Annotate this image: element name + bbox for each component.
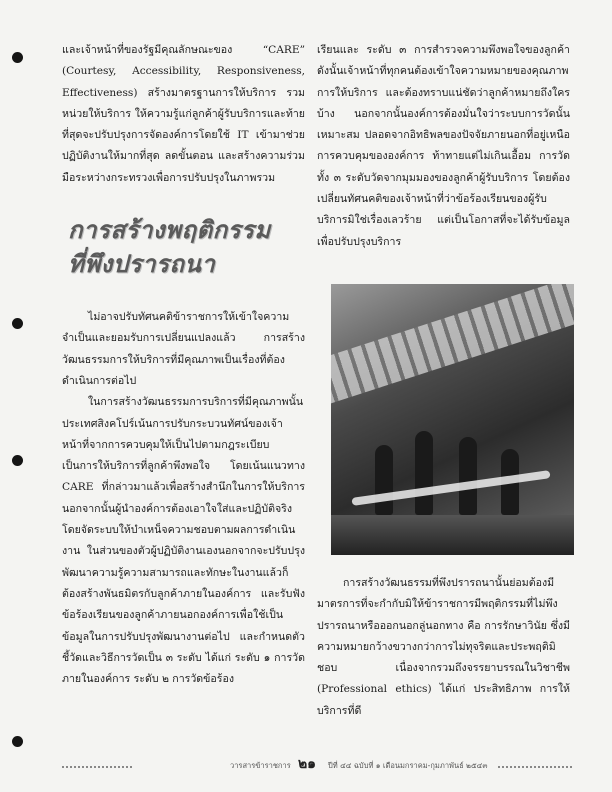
performance-photo [331,284,574,555]
binding-hole [12,455,23,466]
dancer-figure [375,445,393,515]
section-heading [68,213,305,281]
footer-journal-title: วารสารข้าราชการ [230,761,291,770]
left-paragraph-3: ในการสร้างวัฒนธรรมการบริการที่มีคุณภาพนั้น ประเทศสิงคโปร์เน้นการปรับกระบวนทัศน์ของเจ้าหน้าที่จากการควบคุมให้เป็นไปตามกฎระเบียบ เป็นการให้บริการที่ลูกค้าพึงพอใจ โดยเน้นแนวทาง CARE ที่กล่าวมาแล้วเพื่อสร้างสำนึกในการให้บริการ นอกจากนั้นผู้นำองค์การต้องเอาใจใส่และปฏิบัติจริงโดยจัดระบบให้บำเหน็จความชอบตามผลการดำเนินงาน ในส่วนของตัวผู้ปฏิบัติงานเองนอกจากจะปรับปรุงพัฒนาความรู้ความสามารถและทักษะในงานแล้วก็ต้องสร้างพันธมิตรกับลูกค้าภายในองค์การ และรับฟังข้อร้องเรียนของลูกค้าภายนอกองค์การเพื่อใช้เป็นข้อมูลในการปรับปรุงพัฒนางานต่อไป และกำหนดตัวชี้วัดและวิธีการวัดเป็น ๓ ระดับ ได้แก่ ระดับ ๑ การวัดภายในองค์การ ระดับ ๒ การวัดข้อร้อง [62,396,305,686]
dancer-figure [459,437,477,515]
right-column-lower [317,573,570,722]
film-strip-backdrop [331,284,574,405]
footer-rule-right [498,766,572,768]
stage-floor [331,515,574,555]
binding-hole [12,52,23,63]
footer-issue: ปีที่ ๔๔ ฉบับที่ ๑ เดือนมกราคม-กุมภาพันธ์ ๒๕๔๓ [328,761,488,770]
dancer-figure [415,431,433,515]
footer-rule-left [62,766,132,768]
section-heading-line-2: ที่พึงปรารถนา [68,250,216,279]
right-paragraph-1: เรียนและ ระดับ ๓ การสำรวจความพึงพอใจของลูกค้า ดังนั้นเจ้าหน้าที่ทุกคนต้องเข้าใจความหมายของคุณภาพการให้บริการ และต้องทราบแน่ชัดว่าลูกค้าหมายถึงใครบ้าง นอกจากนั้นองค์การต้องมั่นใจว่าระบบการวัดนั้นเหมาะสม ปลอดจากอิทธิพลของปัจจัยภายนอกที่อยู่เหนือการควบคุมขององค์การ ท้าทายแต่ไม่เกินเอื้อม การวัดทั้ง ๓ ระดับวัดจากมุมมองของลูกค้าผู้รับบริการ โดยต้องเปลี่ยนทัศนคติของเจ้าหน้าที่ว่าข้อร้องเรียนของผู้รับบริการมิใช่เรื่องเลวร้าย แต่เป็นโอกาสที่จะได้รับข้อมูลเพื่อปรับปรุงบริการ [317,44,570,248]
binding-hole [12,736,23,747]
binding-hole [12,318,23,329]
section-heading-line-1: การสร้างพฤติกรรม [68,216,271,245]
right-column [317,40,570,253]
page-footer [62,758,572,778]
left-paragraph-2: ไม่อาจปรับทัศนคติข้าราชการให้เข้าใจความจำเป็นและยอมรับการเปลี่ยนแปลงแล้ว การสร้างวัฒนธรรมการให้บริการที่มีคุณภาพเป็นเรื่องที่ต้องดำเนินการต่อไป [62,311,305,387]
right-paragraph-2: การสร้างวัฒนธรรมที่พึงปรารถนานั้นย่อมต้องมีมาตรการที่จะกำกับมิให้ข้าราชการมีพฤติกรรมที่ไม่พึงปรารถนาหรือออกนอกลู่นอกทาง คือ การรักษาวินัย ซึ่งมีความหมายกว้างขวางกว่าการไม่ทุจริตและประพฤติมิชอบ เนื่องจากรวมถึงจรรยาบรรณในวิชาชีพ (Professional ethics) ได้แก่ ประสิทธิภาพ การให้บริการที่ดี [317,577,570,717]
left-paragraph-1: และเจ้าหน้าที่ของรัฐมีคุณลักษณะของ “CARE” (Courtesy, Accessibility, Responsiveness, Effectiveness) สร้างมาตรฐานการให้บริการ รวมหน่วยให้บริการ ให้ความรู้แก่ลูกค้าผู้รับบริการและท้ายที่สุดจะปรับปรุงการจัดองค์การโดยใช้ IT เข้ามาช่วยปฏิบัติงานให้มากที่สุด ลดขั้นตอน และสร้างความร่วมมือระหว่างกระทรวงเพื่อการปรับปรุงในภาพรวม [62,44,305,184]
left-column [62,40,305,690]
page-number: ๒๑ [297,756,317,772]
